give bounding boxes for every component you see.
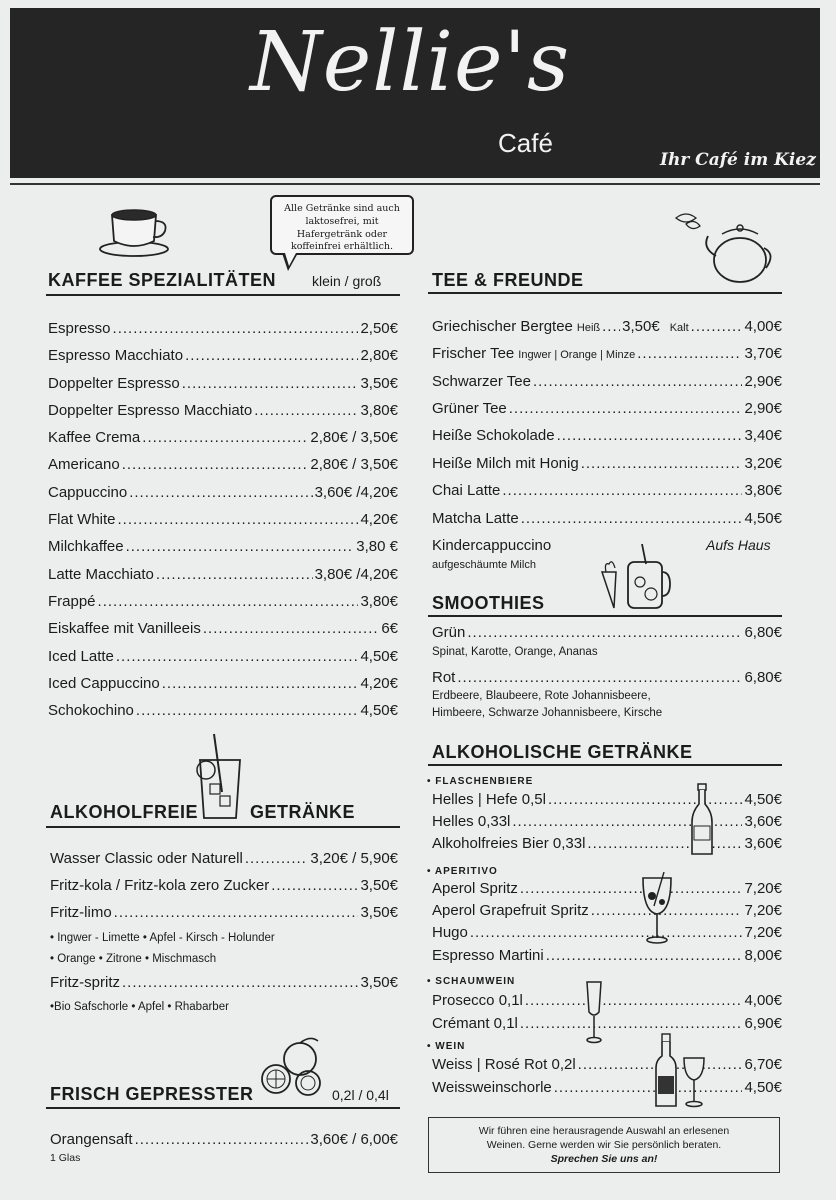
- item-name: Iced Cappuccino: [48, 674, 160, 692]
- leader-dots: [554, 1079, 743, 1096]
- menu-item: [50, 850, 398, 867]
- item-name: Chai Latte: [432, 482, 501, 499]
- item-name: Hugo: [432, 924, 468, 941]
- item-price: 3,50€: [622, 318, 660, 335]
- menu-item: [432, 1015, 782, 1032]
- leader-dots: [557, 427, 743, 444]
- item-name: Cappuccino: [48, 483, 128, 501]
- menu-item: [50, 1131, 398, 1148]
- alkoholfrei-title-a: ALKOHOLFREIE: [50, 802, 198, 822]
- item-name: Americano: [48, 456, 120, 474]
- item-price: 7,20€: [744, 902, 782, 919]
- menu-item: [50, 974, 398, 991]
- item-name: Griechischer Bergtee: [432, 318, 573, 335]
- item-name: Grün: [432, 624, 466, 641]
- item-price: 6,80€: [744, 669, 782, 686]
- item-price: 4,20€: [360, 511, 398, 529]
- menu-item: [432, 791, 782, 808]
- leader-dots: [520, 1015, 743, 1032]
- menu-item: [48, 456, 398, 483]
- item-price: 4,50€: [744, 791, 782, 808]
- kaffee-title: KAFFEE SPEZIALITÄTEN: [48, 270, 277, 290]
- menu-item: [48, 566, 398, 593]
- item-price: 3,20€: [744, 455, 782, 472]
- logo: Nellie's: [250, 15, 571, 110]
- item-price: 3,70€: [744, 345, 782, 362]
- item-variant: Heiß: [576, 322, 601, 334]
- menu-item: [432, 902, 782, 919]
- alkoholfrei-rule: [46, 826, 400, 828]
- item-price: 2,80€ / 3,50€: [310, 456, 398, 474]
- menu-item: [432, 624, 782, 641]
- leader-dots: [113, 320, 359, 337]
- beer-bottle-icon: [690, 782, 714, 858]
- item-price: 2,80€: [360, 347, 398, 365]
- leader-dots: [162, 675, 359, 692]
- menu-item: [432, 482, 782, 499]
- item-name: Heiße Milch mit Honig: [432, 455, 579, 472]
- leader-dots: [156, 566, 313, 583]
- item-price: 6,80€: [744, 624, 782, 641]
- tagline: Ihr Café im Kiez: [660, 150, 816, 170]
- menu-item: [48, 593, 398, 620]
- leader-dots: [509, 400, 743, 417]
- leader-dots: [185, 347, 358, 364]
- smoothie-desc: Erdbeere, Blaubeere, Rote Johannisbeere,: [432, 690, 651, 702]
- footer-line-2: Weinen. Gerne werden wir Sie persönlich beraten.: [486, 1139, 722, 1152]
- smoothies-title: SMOOTHIES: [432, 593, 545, 613]
- item-price: 3,60€: [744, 813, 782, 830]
- leader-dots: [118, 511, 359, 528]
- item-name: Matcha Latte: [432, 510, 519, 527]
- item-name: Fritz-spritz: [50, 974, 120, 991]
- item-price: 3,60€ /4,20€: [314, 483, 398, 501]
- leader-dots: [182, 375, 359, 392]
- item-name: Doppelter Espresso Macchiato: [48, 401, 253, 419]
- leader-dots: [521, 510, 743, 527]
- limo-flavours-2: • Orange • Zitrone • Mischmasch: [50, 953, 217, 965]
- item-price: 3,50€: [360, 877, 398, 894]
- logo-cafe: Café: [498, 128, 553, 158]
- alkohol-rule: [428, 764, 782, 766]
- kaffee-list: [48, 320, 398, 729]
- leader-dots: [116, 648, 359, 665]
- menu-item: [432, 400, 782, 417]
- tee-rule: [428, 292, 782, 294]
- menu-item: [432, 455, 782, 472]
- smoothie-desc: Spinat, Karotte, Orange, Ananas: [432, 646, 598, 658]
- item-price: 3,60€ / 6,00€: [310, 1131, 398, 1148]
- item-price: 3,50€: [360, 904, 398, 921]
- item-name: Espresso Martini: [432, 947, 544, 964]
- item-price: 2,90€: [744, 400, 782, 417]
- item-price: 3,20€ / 5,90€: [310, 850, 398, 867]
- frisch-rule: [46, 1107, 400, 1109]
- kindercappuccino-name: Kindercappuccino: [432, 537, 552, 554]
- orangensaft-desc: 1 Glas: [50, 1152, 81, 1164]
- menu-item: [432, 373, 782, 390]
- item-price: 3,80 €: [356, 538, 398, 556]
- item-name: Schwarzer Tee: [432, 373, 531, 390]
- item-name: Fritz-limo: [50, 904, 112, 921]
- leader-dots: [546, 947, 743, 964]
- leader-dots: [98, 593, 359, 610]
- footer-line-1: Wir führen eine herausragende Auswahl an erlesenen: [478, 1125, 730, 1137]
- item-price: 2,90€: [744, 373, 782, 390]
- item-name: Weiss | Rosé Rot 0,2l: [432, 1056, 576, 1073]
- item-name: Frappé: [48, 592, 96, 610]
- menu-item: [432, 669, 782, 686]
- menu-item: [432, 510, 782, 527]
- coffee-cup-icon: [98, 205, 174, 261]
- item-price: 4,50€: [744, 510, 782, 527]
- leader-dots: [470, 924, 743, 941]
- smoothies-rule: [428, 615, 782, 617]
- menu-item: [48, 347, 398, 374]
- item-name: Doppelter Espresso: [48, 374, 180, 392]
- item-name: Flat White: [48, 511, 116, 529]
- tee-title: TEE & FREUNDE: [432, 270, 584, 290]
- menu-item: [432, 1079, 782, 1096]
- menu-item: [432, 345, 782, 362]
- item-price: 4,00€: [744, 318, 782, 335]
- menu-item: [48, 675, 398, 702]
- leader-dots: [520, 880, 743, 897]
- menu-item: [432, 427, 782, 444]
- leader-dots: [467, 624, 742, 641]
- item-price: 4,00€: [744, 992, 782, 1009]
- item-price: 7,20€: [744, 924, 782, 941]
- item-price: 3,50€: [360, 374, 398, 392]
- item-name: Rot: [432, 669, 456, 686]
- item-name: Orangensaft: [50, 1131, 133, 1148]
- alkoholfrei-title-b: GETRÄNKE: [250, 802, 356, 822]
- leader-dots: [691, 318, 743, 335]
- item-price: 3,50€: [360, 974, 398, 991]
- leader-dots: [114, 904, 359, 921]
- item-price: 7,20€: [744, 880, 782, 897]
- leader-dots: [126, 538, 355, 555]
- item-name: Frischer Tee: [432, 345, 515, 362]
- leader-dots: [533, 373, 743, 390]
- kaffee-sizes: klein / groß: [312, 273, 382, 289]
- item-name: Helles | Hefe 0,5l: [432, 791, 546, 808]
- menu-item: [432, 924, 782, 941]
- menu-item: [48, 429, 398, 456]
- champagne-flute-icon: [584, 980, 604, 1046]
- oranges-icon: [256, 1035, 328, 1097]
- subhead-aperitivo: • APERITIVO: [427, 866, 498, 877]
- menu-item: [50, 877, 398, 894]
- item-price: 2,50€: [360, 320, 398, 337]
- item-name: Schokochino: [48, 702, 134, 720]
- item-price: 4,50€: [744, 1079, 782, 1096]
- menu-item: [48, 320, 398, 347]
- menu-item: [48, 375, 398, 402]
- item-variant: Kalt: [669, 322, 689, 334]
- item-name: Wasser Classic oder Naturell: [50, 850, 243, 867]
- item-name: Prosecco 0,1l: [432, 992, 523, 1009]
- item-name: Aperol Grapefruit Spritz: [432, 902, 589, 919]
- menu-item: [48, 484, 398, 511]
- leader-dots: [602, 318, 620, 335]
- leader-dots: [129, 484, 312, 501]
- item-name: Espresso Macchiato: [48, 347, 184, 365]
- item-name: Crémant 0,1l: [432, 1015, 518, 1032]
- menu-item: [432, 318, 782, 335]
- leader-dots: [502, 482, 742, 499]
- leader-dots: [525, 992, 743, 1009]
- smoothie-desc: Himbeere, Schwarze Johannisbeere, Kirsche: [432, 707, 663, 719]
- item-name: Aperol Spritz: [432, 880, 518, 897]
- item-price: 6,70€: [744, 1056, 782, 1073]
- alkohol-title: ALKOHOLISCHE GETRÄNKE: [432, 742, 693, 762]
- frisch-sizes: 0,2l / 0,4l: [332, 1087, 389, 1103]
- menu-item: [48, 511, 398, 538]
- leader-dots: [581, 455, 743, 472]
- item-name: Latte Macchiato: [48, 565, 154, 583]
- leader-dots: [142, 429, 308, 446]
- item-price: 6,90€: [744, 1015, 782, 1032]
- menu-item: [48, 620, 398, 647]
- wine-advice-box: [428, 1117, 780, 1173]
- leader-dots: [122, 974, 358, 991]
- item-price: 4,20€: [360, 674, 398, 692]
- menu-item: [50, 904, 398, 921]
- info-note: Alle Getränke sind auch laktosefrei, mit Hafergetränk oder koffeinfrei erhältlich.: [270, 195, 414, 255]
- item-name: Milchkaffee: [48, 538, 124, 556]
- leader-dots: [587, 835, 742, 852]
- item-name: Weissweinschorle: [432, 1079, 552, 1096]
- item-name: Iced Latte: [48, 647, 114, 665]
- item-name: Heiße Schokolade: [432, 427, 555, 444]
- menu-item: [48, 648, 398, 675]
- leader-dots: [457, 669, 742, 686]
- wine-bottle-icon: [654, 1032, 708, 1108]
- kindercappuccino-price: Aufs Haus: [706, 537, 771, 553]
- leader-dots: [136, 702, 359, 719]
- leader-dots: [271, 877, 358, 894]
- item-price: 4,50€: [360, 647, 398, 665]
- item-name: Kaffee Crema: [48, 429, 141, 447]
- smoothie-jar-icon: [596, 542, 672, 612]
- item-name: Espresso: [48, 320, 111, 337]
- item-price: 3,80€: [360, 401, 398, 419]
- menu-item: [432, 947, 782, 964]
- leader-dots: [254, 402, 358, 419]
- item-price: 6€: [381, 620, 398, 638]
- spritz-flavours: •Bio Safschorle • Apfel • Rhabarber: [50, 1001, 229, 1013]
- subhead-flaschenbiere: • FLASCHENBIERE: [427, 776, 534, 787]
- menu-item: [48, 402, 398, 429]
- limo-flavours-1: • Ingwer - Limette • Apfel - Kirsch - Holunder: [50, 932, 275, 944]
- note-tail-inner: [285, 253, 296, 266]
- item-price: 3,80€: [744, 482, 782, 499]
- item-name: Helles 0,33l: [432, 813, 511, 830]
- menu-item: [48, 538, 398, 565]
- menu-item: [432, 835, 782, 852]
- subhead-schaumwein: • SCHAUMWEIN: [427, 976, 516, 987]
- menu-item: [432, 880, 782, 897]
- menu-item: [432, 813, 782, 830]
- leader-dots: [135, 1131, 309, 1148]
- item-variant: Ingwer | Orange | Minze: [518, 349, 636, 361]
- header-divider: [10, 183, 820, 185]
- item-name: Grüner Tee: [432, 400, 507, 417]
- item-price: 3,60€: [744, 835, 782, 852]
- footer-line-3: Sprechen Sie uns an!: [550, 1153, 658, 1166]
- spritz-glass-icon: [640, 872, 674, 946]
- iced-drink-icon: [192, 732, 246, 822]
- item-price: 3,80€ /4,20€: [314, 565, 398, 583]
- item-price: 8,00€: [744, 947, 782, 964]
- leader-dots: [637, 345, 742, 362]
- menu-item: [48, 702, 398, 729]
- subhead-wein: • WEIN: [427, 1041, 466, 1052]
- item-price: 3,80€: [360, 592, 398, 610]
- leader-dots: [245, 850, 309, 867]
- item-price: 2,80€ / 3,50€: [310, 429, 398, 447]
- frisch-title: FRISCH GEPRESSTER: [50, 1084, 254, 1104]
- item-name: Fritz-kola / Fritz-kola zero Zucker: [50, 877, 270, 894]
- kaffee-rule: [46, 294, 400, 296]
- teapot-icon: [672, 208, 778, 288]
- menu-item: [432, 1056, 782, 1073]
- kindercappuccino-desc: aufgeschäumte Milch: [432, 559, 536, 571]
- item-name: Alkoholfreies Bier 0,33l: [432, 835, 586, 852]
- leader-dots: [122, 456, 309, 473]
- item-price: 3,40€: [744, 427, 782, 444]
- menu-item: [432, 992, 782, 1009]
- item-name: Eiskaffee mit Vanilleeis: [48, 620, 201, 638]
- leader-dots: [203, 620, 379, 637]
- item-price: 4,50€: [360, 702, 398, 720]
